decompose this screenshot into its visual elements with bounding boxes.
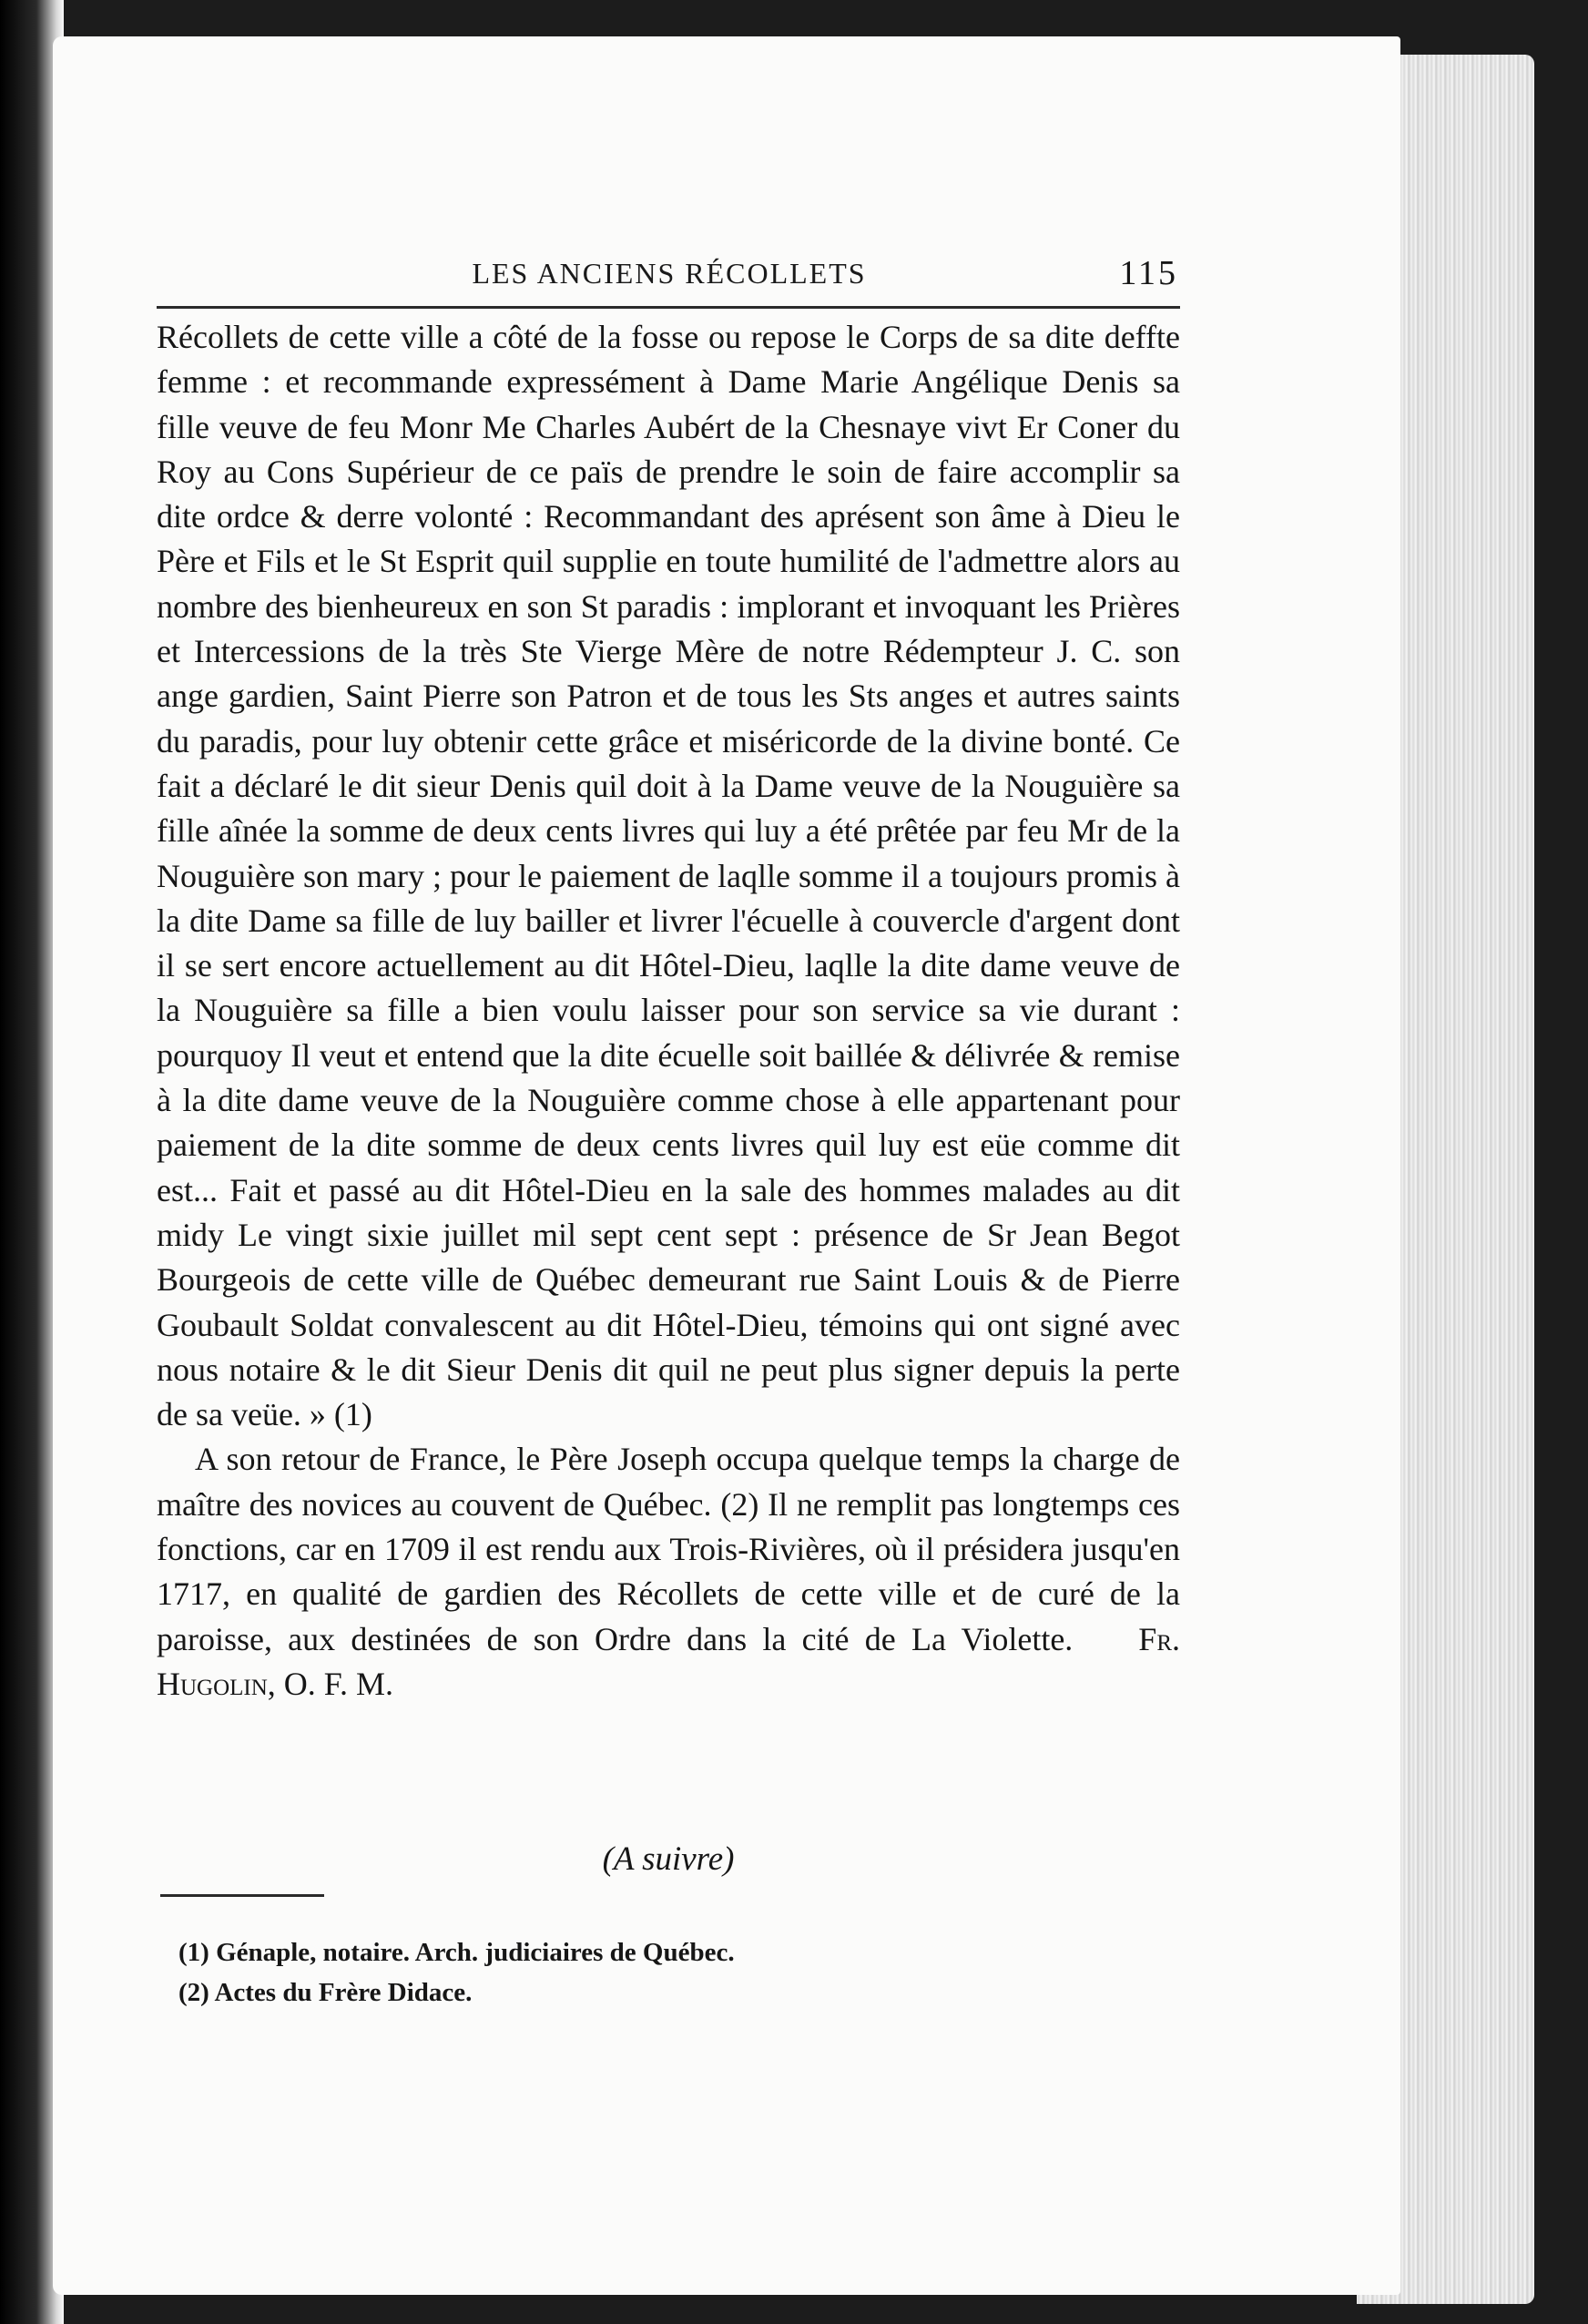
footnotes bbox=[178, 1932, 1089, 2013]
to-be-continued: (A suivre) bbox=[602, 1840, 735, 1878]
footnote-rule bbox=[160, 1894, 324, 1897]
footnote-2: (2) Actes du Frère Didace. bbox=[178, 1978, 473, 2007]
running-head bbox=[160, 253, 1178, 299]
header-rule bbox=[157, 306, 1180, 309]
page-number: 115 bbox=[1119, 254, 1178, 292]
author-signature: Fr. Hugolin, O. F. M. bbox=[157, 1620, 1180, 1702]
footnote-1: (1) Génaple, notaire. Arch. judiciaires de Québec. bbox=[178, 1938, 735, 1967]
paragraph-will: Récollets de cette ville a côté de la fosse ou repose le Corps de sa dite deffte femme : et recommande expressément à Dame Marie Angélique Denis sa fille veuve de feu Monr Me Charles Aubért de la Chesnaye vivt Er Coner du Roy au Cons Supérieur de ce païs de prendre le soin de faire accomplir sa dite ordce & derre volonté : Recommandant des aprésent son âme à Dieu le Père et Fils et le St Esprit quil supplie en toute humilité de l'admettre alors au nombre des bienheureux en son St paradis : implorant et invoquant les Prières et Intercessions de la très Ste Vierge Mère de notre Rédempteur J. C. son ange gardien, Saint Pierre son Patron et de tous les Sts anges et autres saints du paradis, pour luy obtenir cette grâce et miséricorde de la divine bonté. Ce fait a déclaré le dit sieur Denis quil doit à la Dame veuve de la Nouguière sa fille aînée la somme de deux cents livres qui luy a été prêtée par feu Mr de la Nouguière son mary ; pour le paiement de laqlle somme il a toujours promis à la dite Dame sa fille de luy bailler et livrer l'écuelle à couvercle d'argent dont il se sert encore actuellement au dit Hôtel-Dieu, laqlle la dite dame veuve de la Nouguière sa fille a bien voulu laisser pour son service sa vie durant : pourquoy Il veut et entend que la dite écuelle soit baillée & délivrée & remise à la dite dame veuve de la Nouguière comme chose à elle appartenant pour paiement de la dite somme de deux cents livres quil luy est eüe comme dit est... Fait et passé au dit Hôtel-Dieu en la sale des hommes malades au dit midy Le vingt sixie juillet mil sept cent sept : présence de Sr Jean Begot Bourgeois de cette ville de Québec demeurant rue Saint Louis & de Pierre Goubault Soldat convalescent au dit Hôtel-Dieu, témoins qui ont signé avec nous notaire & le dit Sieur Denis dit quil ne peut plus signer depuis la perte de sa veüe. » (1) bbox=[157, 319, 1180, 1433]
paragraph-return-text: A son retour de France, le Père Joseph occupa quelque temps la charge de maître des novices au couvent de Québec. (2) Il ne remplit pas longtemps ces fonctions, car en 1709 il est rendu aux Trois-Rivières, où il présidera jusqu'en 1717, en qualité de gardien des Récollets de cette ville et de curé de la paroisse, aux destinées de son Ordre dans la cité de La Violette. bbox=[157, 1441, 1180, 1657]
header-title: LES ANCIENS RÉCOLLETS bbox=[472, 257, 867, 290]
body-text bbox=[157, 315, 1180, 1707]
paragraph-return bbox=[157, 1437, 1180, 1707]
